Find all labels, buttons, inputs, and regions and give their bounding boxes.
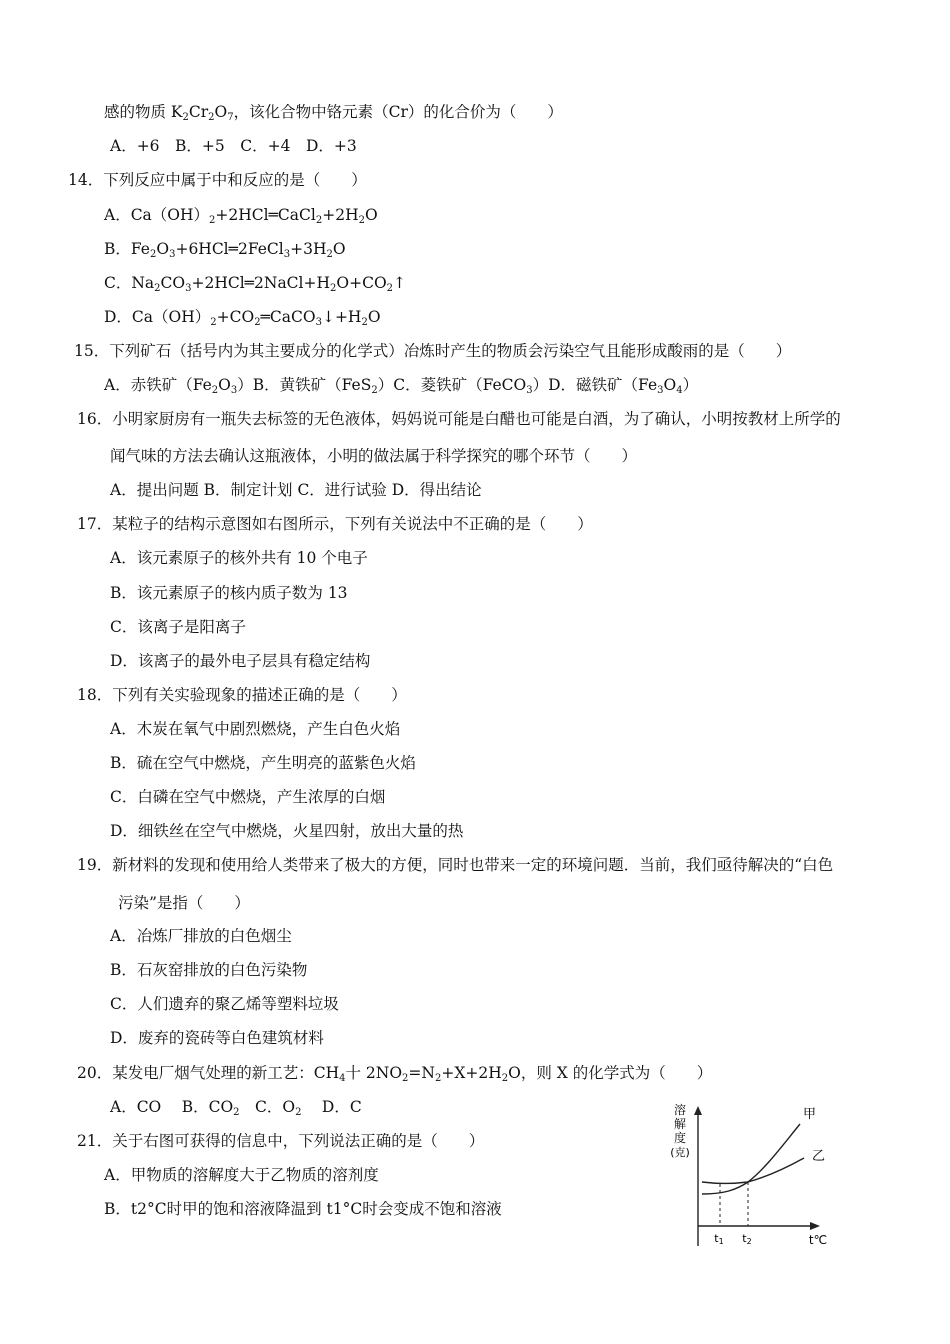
q16-options: A．提出问题 B．制定计划 C．进行试验 D．得出结论 [110, 481, 482, 499]
q19-option-c: C．人们遗弃的聚乙烯等塑料垃圾 [110, 995, 339, 1013]
q18-option-a: A．木炭在氧气中剧烈燃烧，产生白色火焰 [110, 720, 401, 738]
q21-option-b: B．t2°C时甲的饱和溶液降温到 t1°C时会变成不饱和溶液 [104, 1200, 502, 1218]
q13-options: A．+6 B．+5 C．+4 D．+3 [110, 137, 357, 155]
q19-option-d: D．废弃的瓷砖等白色建筑材料 [110, 1029, 324, 1047]
curve-jia-label: 甲 [803, 1107, 817, 1122]
q21-stem: 21．关于右图可获得的信息中，下列说法正确的是（ ） [77, 1132, 485, 1150]
q19-stem-continued: 污染”是指（ ） [118, 894, 250, 912]
q20-options: A．CO B．$CO_2$ C．$O_2$ D．C [110, 1098, 362, 1118]
q17-stem: 17．某粒子的结构示意图如右图所示，下列有关说法中不正确的是（ ） [77, 515, 593, 533]
curve-yi [702, 1158, 804, 1184]
q20-stem: 20．某发电厂烟气处理的新工艺：$CH_4$十 $2NO_2=N_2+X+2H_2O$，则 X 的化学式为（ ） [77, 1064, 713, 1084]
y-label-4: (克) [670, 1146, 690, 1159]
q16-stem: 16．小明家厨房有一瓶失去标签的无色液体，妈妈说可能是白醋也可能是白酒，为了确认，小明按教材上所学的 [77, 410, 841, 428]
solubility-curve-figure [662, 1098, 838, 1258]
q13-stem-continued: 感的物质 $K_2Cr_2O_7$，该化合物中铬元素（Cr）的化合价为（ ） [104, 103, 563, 123]
y-label-1: 溶 [673, 1103, 687, 1117]
x-axis-arrow [810, 1222, 820, 1230]
q14-option-a: A．$Ca(OH)_2+2HCl═CaCl_2+2H_2O$ [104, 206, 378, 226]
y-label-2: 解 [673, 1117, 687, 1131]
q16-stem-continued: 闻气味的方法去确认这瓶液体，小明的做法属于科学探究的哪个环节（ ） [110, 447, 638, 465]
q18-option-b: B．硫在空气中燃烧，产生明亮的蓝紫色火焰 [110, 754, 416, 772]
q18-option-d: D．细铁丝在空气中燃烧，火星四射，放出大量的热 [110, 822, 464, 840]
q14-stem: 14．下列反应中属于中和反应的是（ ） [68, 171, 367, 189]
curve-yi-label: 乙 [812, 1149, 826, 1164]
y-label-3: 度 [673, 1131, 687, 1145]
q17-option-b: B．该元素原子的核内质子数为 13 [110, 584, 348, 602]
q17-option-d: D．该离子的最外电子层具有稳定结构 [110, 652, 371, 670]
x-label: t℃ [808, 1233, 828, 1247]
q17-option-c: C．该离子是阳离子 [110, 618, 246, 636]
y-axis-arrow [694, 1106, 702, 1115]
t1-label: t1 [714, 1232, 724, 1246]
q15-stem: 15．下列矿石（括号内为其主要成分的化学式）冶炼时产生的物质会污染空气且能形成酸雨的是（ ） [74, 342, 792, 360]
q15-options: A．赤铁矿$(Fe_2O_3)B$．黄铁矿（FeS$_2$）C．菱铁矿（FeCO$_3$）D．磁铁矿$(Fe_3O_4)$ [104, 376, 699, 396]
q19-stem: 19．新材料的发现和使用给人类带来了极大的方便，同时也带来一定的环境问题．当前，我们亟待解决的“白色 [77, 856, 834, 874]
q19-option-b: B．石灰窑排放的白色污染物 [110, 961, 308, 979]
q14-option-d: D．$Ca(OH)_2+CO_2═CaCO_3↓+H_2O$ [104, 308, 381, 328]
q14-option-c: C．$Na_2CO_3+2HCl═2NaCl+H_2O+CO_2↑$ [104, 274, 407, 294]
q18-option-c: C．白磷在空气中燃烧，产生浓厚的白烟 [110, 788, 386, 806]
q14-option-b: B．$Fe_2O_3+6HCl═2FeCl_3+3H_2O$ [104, 240, 346, 260]
q17-option-a: A．该元素原子的核外共有 10 个电子 [110, 549, 368, 567]
q19-option-a: A．冶炼厂排放的白色烟尘 [110, 927, 292, 945]
q21-option-a: A．甲物质的溶解度大于乙物质的溶剂度 [104, 1166, 379, 1184]
q18-stem: 18．下列有关实验现象的描述正确的是（ ） [77, 686, 407, 704]
t2-label: t2 [742, 1232, 752, 1246]
